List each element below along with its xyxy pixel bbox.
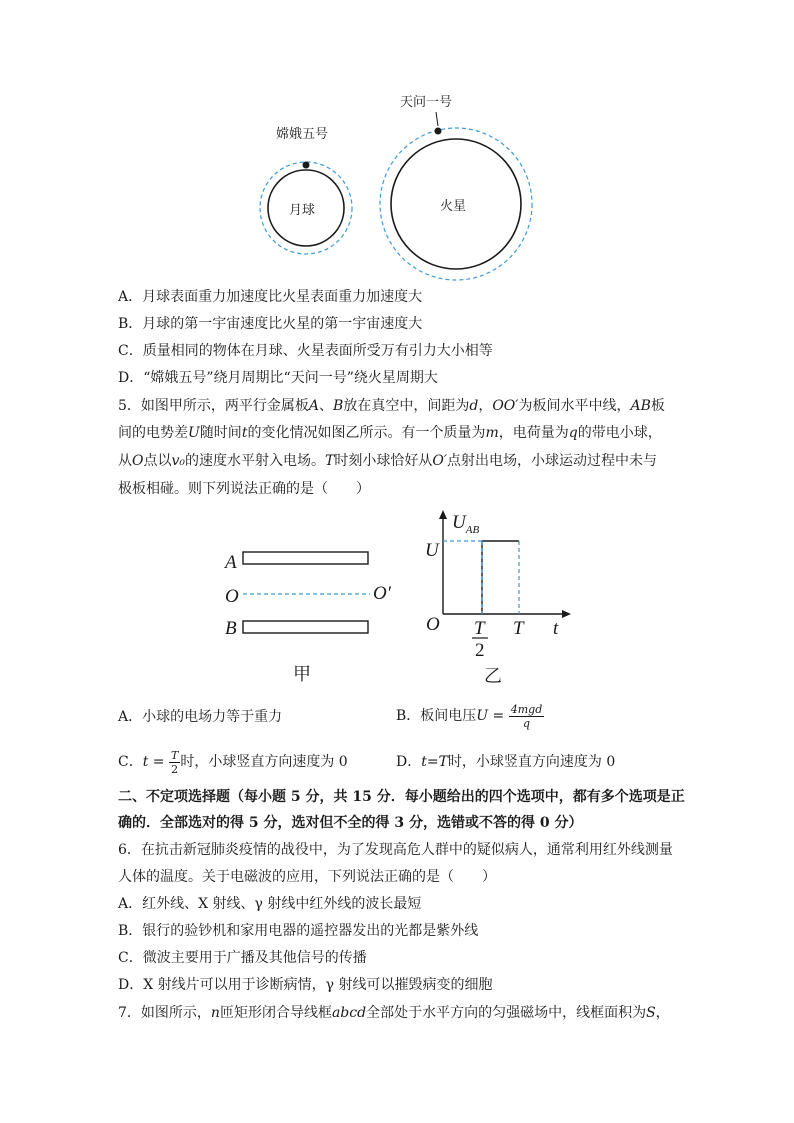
q7-text: ， (655, 1005, 670, 1021)
fraction-den: q (522, 716, 531, 730)
q5-var: B (333, 398, 344, 414)
q5-text: 间的电势差 (118, 425, 188, 441)
q5-text: 的变化情况如图乙所示。有一个质量为 (247, 425, 486, 441)
plate-b-label: B (225, 618, 237, 639)
o-left-label: O (225, 586, 239, 607)
q5-text: 点射出电场，小球运动过程中未与 (447, 453, 658, 469)
t-half-num: T (474, 618, 485, 639)
q5-option-a: A．小球的电场力等于重力 (118, 709, 283, 725)
q5-text: 时刻小球恰好从 (334, 453, 433, 469)
origin-label: O (426, 614, 440, 635)
y-arrow (439, 510, 447, 519)
q7-var: abcd (331, 1005, 367, 1021)
q4-option-c: C．质量相同的物体在月球、火星表面所受万有引力大小相等 (118, 343, 493, 359)
q7-var: n (210, 1005, 220, 1021)
fraction-num: 4mgd (510, 702, 543, 716)
option-text: C． (118, 754, 143, 770)
mars-label: 火星 (440, 199, 467, 214)
q7-text: 匝矩形闭合导线框 (219, 1005, 332, 1021)
tianwen1-probe (435, 128, 442, 135)
t-axis-label: t (553, 618, 559, 639)
q4-option-b: B．月球的第一宇宙速度比火星的第一宇宙速度大 (118, 316, 423, 332)
fraction (169, 749, 180, 776)
q5-text: 的带电小球， (577, 425, 662, 441)
option-text: = (488, 708, 509, 724)
q5-var: T (325, 453, 335, 469)
q4-option-d: D．“嫦娥五号”绕月周期比“天问一号”绕火星周期大 (118, 370, 438, 386)
option-text: D． (396, 754, 422, 770)
q5-text: 5．如图甲所示，两平行金属板 (118, 398, 309, 414)
section-2-line-1: 二、不定项选择题（每小题 5 分，共 15 分．每小题给出的四个选项中，都有多个选项是正 (118, 789, 685, 805)
tianwen1-pointer (436, 112, 438, 126)
change5-probe (303, 162, 310, 169)
y-axis-subscript: AB (465, 524, 480, 536)
q5-var: A (308, 398, 320, 414)
q5-text: 放在真空中，间距为 (343, 398, 470, 414)
option-text: = (148, 754, 169, 770)
q5-option-d (396, 752, 615, 772)
q5-text: ，电荷量为 (498, 425, 569, 441)
q5-var: AB (630, 398, 651, 414)
q5-text: 为板间水平中线， (518, 398, 631, 414)
q5-text: 点以 (143, 453, 172, 469)
q5-var: OO′ (492, 398, 519, 414)
section-2-line-2: 确的．全部选对的得 5 分，选对但不全的得 3 分，选错或不答的得 0 分） (118, 815, 583, 831)
q6-option-c: C．微波主要用于广播及其他信号的传播 (118, 950, 367, 966)
fraction-num: T (171, 748, 179, 762)
option-text: 时，小球竖直方向速度为 0 (447, 754, 616, 770)
q5-option-c (118, 744, 348, 780)
y-axis-label (452, 512, 479, 536)
q5-line-3 (118, 451, 657, 471)
o-right-label: O′ (373, 583, 391, 604)
q5-var: U (188, 425, 200, 441)
q5-var: O (132, 453, 144, 469)
option-text: 时，小球竖直方向速度为 0 (180, 754, 348, 770)
q7-text: 全部处于水平方向的匀强磁场中，线框面积为 (366, 1005, 647, 1021)
q4-option-a: A．月球表面重力加速度比火星表面重力加速度大 (118, 289, 423, 305)
q6-option-b: B．银行的验钞机和家用电器的遥控器发出的光都是紫外线 (118, 923, 479, 939)
q7-text: 7．如图所示， (118, 1005, 211, 1021)
option-var: t (142, 754, 149, 770)
plate-b (243, 621, 368, 633)
q5-text: 从 (118, 453, 132, 469)
q6-line-2: 人体的温度。关于电磁波的应用，下列说法正确的是（ ） (118, 869, 496, 885)
plates-figure (215, 540, 410, 690)
plate-a (243, 552, 368, 564)
q7-line-1 (118, 1003, 670, 1023)
q5-var: O′ (432, 453, 448, 469)
option-var: U (476, 708, 489, 724)
q7-var: S (646, 1005, 656, 1021)
q5-var: t (241, 425, 248, 441)
q5-text: 随时间 (199, 425, 242, 441)
q5-var: m (485, 425, 499, 441)
q5-text: 、 (319, 398, 334, 414)
q5-var: q (568, 425, 578, 441)
q6-option-a: A．红外线、X 射线、γ 射线中红外线的波长最短 (118, 896, 422, 912)
voltage-graph (420, 508, 580, 690)
q5-line-2 (118, 423, 662, 443)
t-full-label: T (513, 618, 524, 639)
option-text: B．板间电压 (396, 708, 477, 724)
q5-text: 板 (650, 398, 665, 414)
label-tianwen1: 天问一号 (400, 95, 453, 110)
q5-option-b (396, 698, 544, 734)
option-var: t=T (421, 754, 448, 770)
q6-line-1: 6．在抗击新冠肺炎疫情的战役中，为了发现高危人群中的疑似病人，通常利用红外线测量 (118, 842, 673, 858)
label-change5: 嫦娥五号 (276, 127, 329, 142)
orbit-figure (250, 88, 550, 283)
caption-jia: 甲 (293, 664, 311, 685)
x-arrow (562, 610, 571, 618)
caption-yi: 乙 (484, 666, 502, 687)
t-half-den: 2 (475, 640, 485, 661)
q5-var: d (469, 398, 479, 414)
q6-option-d: D．X 射线片可以用于诊断病情，γ 射线可以摧毁病变的细胞 (118, 977, 493, 993)
y-axis-symbol: U (452, 512, 466, 533)
moon-label: 月球 (289, 203, 316, 218)
u-tick-label: U (425, 540, 439, 561)
q5-line-4: 极板相碰。则下列说法正确的是（ ） (118, 481, 370, 497)
plate-a-label: A (225, 552, 237, 573)
q5-line-1 (118, 396, 665, 416)
q5-text: 的速度水平射入电场。 (185, 453, 326, 469)
q5-text: ， (478, 398, 493, 414)
fraction-den: 2 (171, 762, 179, 776)
q5-var: v₀ (171, 453, 186, 469)
fraction (509, 703, 545, 730)
